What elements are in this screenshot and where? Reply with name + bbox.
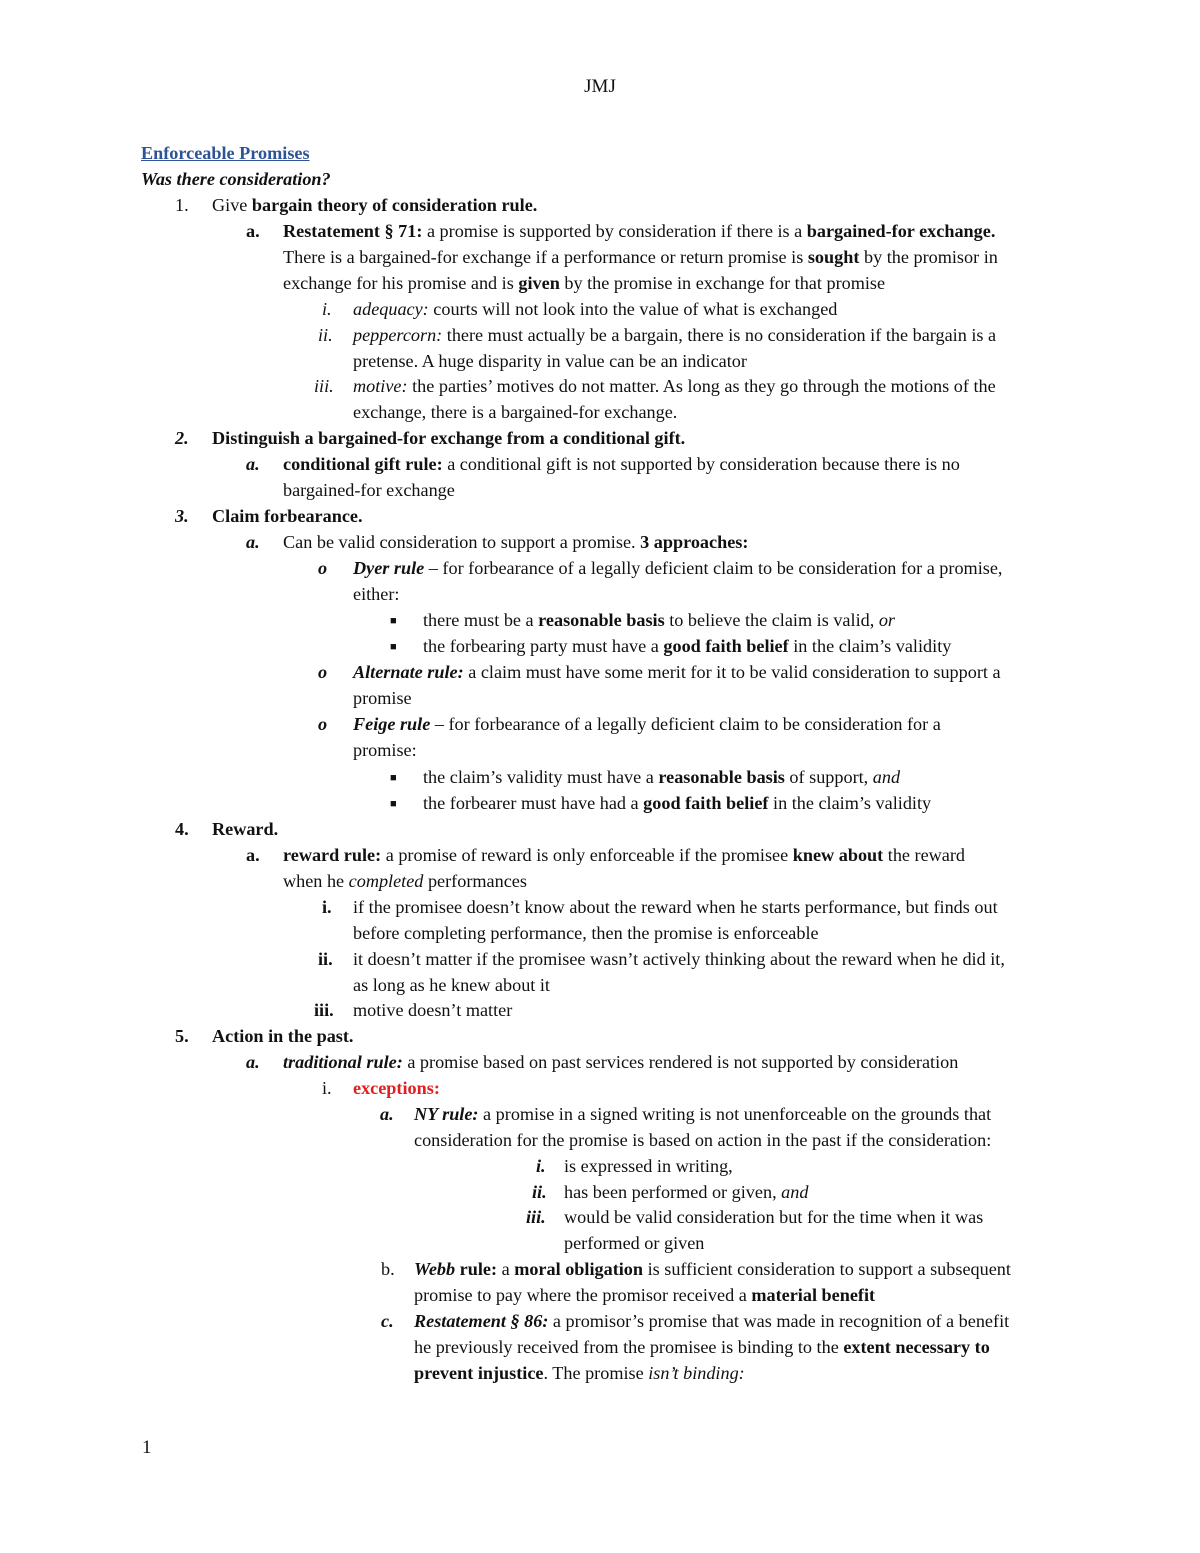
list-item: adequacy: courts will not look into the value of what is exchanged	[353, 299, 838, 319]
list-marker: iii.	[314, 1000, 334, 1020]
list-item: Claim forbearance.	[212, 506, 363, 526]
text-line: exchange for his promise and is given by the promise in exchange for that promise	[283, 273, 886, 293]
list-item: the forbearing party must have a good faith belief in the claim’s validity	[423, 636, 952, 656]
list-marker: iii.	[526, 1207, 546, 1227]
list-marker: a.	[246, 1052, 260, 1072]
list-item: Webb rule: a moral obligation is sufficient consideration to support a subsequent	[414, 1259, 1011, 1279]
list-item: Reward.	[212, 819, 279, 839]
list-item: Restatement § 71: a promise is supported by consideration if there is a bargained-for exchange.	[283, 221, 996, 241]
text-line: promise	[353, 688, 412, 708]
exceptions-label: exceptions:	[353, 1078, 440, 1098]
list-marker: a.	[380, 1104, 394, 1124]
list-marker: a.	[246, 221, 260, 241]
list-marker: c.	[381, 1311, 394, 1331]
text-line: There is a bargained-for exchange if a performance or return promise is sought by the promisor in	[283, 247, 998, 267]
list-marker: ii.	[318, 949, 333, 969]
text-line: when he completed performances	[283, 871, 527, 891]
list-item: Alternate rule: a claim must have some merit for it to be valid consideration to support a	[353, 662, 1001, 682]
bullet-o: o	[318, 714, 328, 734]
section-title: Enforceable Promises	[141, 143, 310, 163]
list-marker: 1.	[175, 195, 189, 215]
text-line: as long as he knew about it	[353, 975, 550, 995]
text-line: pretense. A huge disparity in value can be an indicator	[353, 351, 747, 371]
list-item: would be valid consideration but for the time when it was	[564, 1207, 984, 1227]
square-bullet-icon: ■	[390, 641, 397, 653]
list-marker: iii.	[314, 376, 334, 396]
text-line: consideration for the promise is based on action in the past if the consideration:	[414, 1130, 992, 1150]
text-line: exchange, there is a bargained-for exchange.	[353, 402, 678, 422]
text-line: performed or given	[564, 1233, 705, 1253]
list-item: traditional rule: a promise based on past services rendered is not supported by consideration	[283, 1052, 959, 1072]
list-item: is expressed in writing,	[564, 1156, 733, 1176]
square-bullet-icon: ■	[390, 772, 397, 784]
list-item: has been performed or given, and	[564, 1182, 809, 1202]
list-item: Feige rule – for forbearance of a legally deficient claim to be consideration for a	[353, 714, 941, 734]
text-line: promise to pay where the promisor received a material benefit	[414, 1285, 876, 1305]
list-item: Dyer rule – for forbearance of a legally deficient claim to be consideration for a promise,	[353, 558, 1003, 578]
text-line: bargained-for exchange	[283, 480, 455, 500]
list-item: reward rule: a promise of reward is only enforceable if the promisee knew about the reward	[283, 845, 966, 865]
list-item: there must be a reasonable basis to believe the claim is valid, or	[423, 610, 895, 630]
list-marker: i.	[322, 897, 332, 917]
list-item: Distinguish a bargained-for exchange from a conditional gift.	[212, 428, 686, 448]
list-marker: a.	[246, 845, 260, 865]
list-marker: i.	[322, 299, 332, 319]
list-marker: 2.	[175, 428, 189, 448]
list-item: it doesn’t matter if the promisee wasn’t actively thinking about the reward when he did it,	[353, 949, 1005, 969]
bullet-o: o	[318, 558, 328, 578]
text-line: prevent injustice. The promise isn’t binding:	[414, 1363, 745, 1383]
text-line: promise:	[353, 740, 417, 760]
list-marker: b.	[381, 1259, 395, 1279]
list-item: Restatement § 86: a promisor’s promise that was made in recognition of a benefit	[414, 1311, 1010, 1331]
text-line: before completing performance, then the promise is enforceable	[353, 923, 819, 943]
list-marker: 4.	[175, 819, 189, 839]
list-item: Action in the past.	[212, 1026, 354, 1046]
page-header: JMJ	[584, 76, 616, 97]
list-item: motive: the parties’ motives do not matter. As long as they go through the motions of the	[353, 376, 996, 396]
list-marker: ii.	[532, 1182, 547, 1202]
question-heading: Was there consideration?	[141, 169, 331, 189]
bullet-o: o	[318, 662, 328, 682]
list-item: Give bargain theory of consideration rule.	[212, 195, 538, 215]
list-marker: 5.	[175, 1026, 189, 1046]
page-number: 1	[142, 1437, 152, 1458]
list-marker: 3.	[175, 506, 189, 526]
list-item: motive doesn’t matter	[353, 1000, 513, 1020]
list-item: the claim’s validity must have a reasonable basis of support, and	[423, 767, 901, 787]
list-item: Can be valid consideration to support a promise. 3 approaches:	[283, 532, 749, 552]
list-marker: i.	[322, 1078, 332, 1098]
text-line: he previously received from the promisee is binding to the extent necessary to	[414, 1337, 990, 1357]
list-marker: ii.	[318, 325, 333, 345]
list-item: NY rule: a promise in a signed writing is not unenforceable on the grounds that	[414, 1104, 992, 1124]
list-item: peppercorn: there must actually be a bargain, there is no consideration if the bargain is a	[353, 325, 997, 345]
list-marker: a.	[246, 532, 260, 552]
list-marker: i.	[536, 1156, 546, 1176]
list-item: conditional gift rule: a conditional gift is not supported by consideration because there is no	[283, 454, 960, 474]
list-marker: a.	[246, 454, 260, 474]
list-item: if the promisee doesn’t know about the reward when he starts performance, but finds out	[353, 897, 998, 917]
list-item: the forbearer must have had a good faith belief in the claim’s validity	[423, 793, 932, 813]
square-bullet-icon: ■	[390, 615, 397, 627]
text-line: either:	[353, 584, 400, 604]
square-bullet-icon: ■	[390, 798, 397, 810]
